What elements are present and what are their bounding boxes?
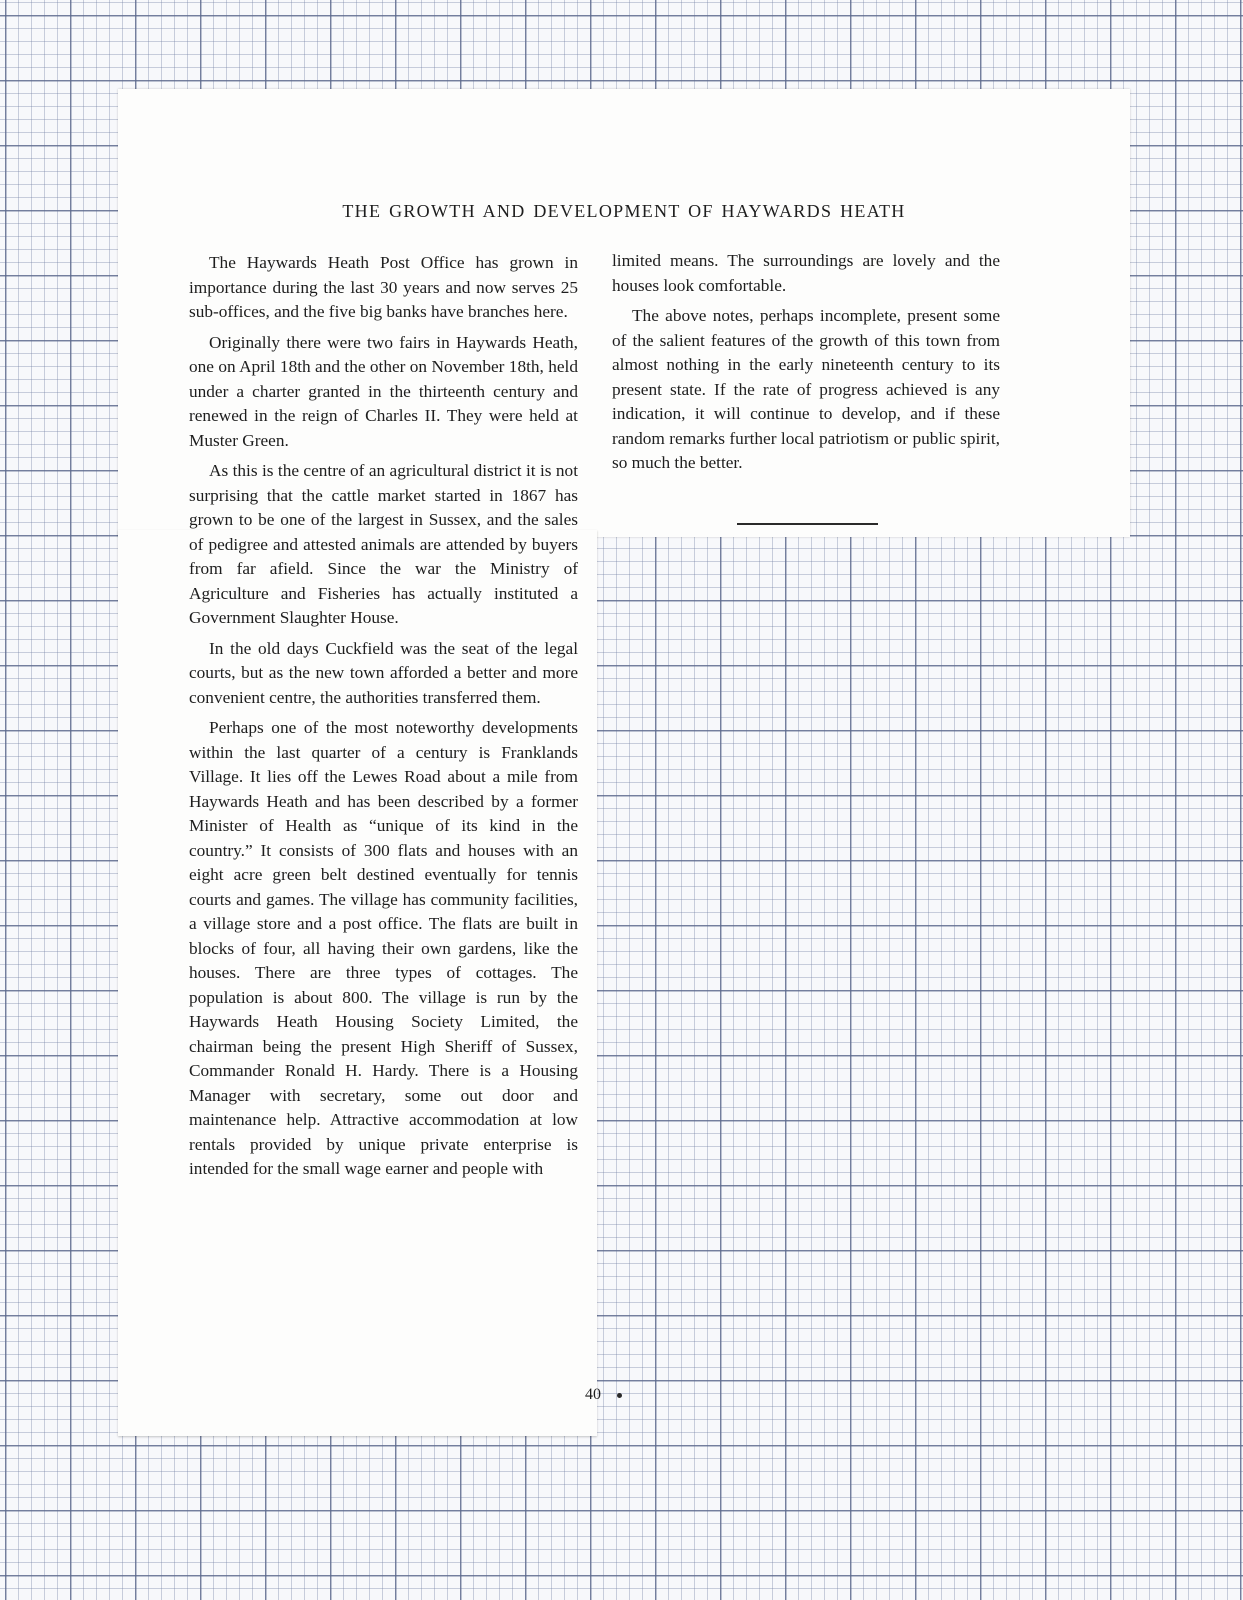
paragraph-conclusion: The above notes, perhaps incomplete, present some of the salient features of the growth of this town from almost nothing in the early nineteenth century to its present state. If the rate of progress achieved is any indication, it will continue to develop, and if these random remarks further local patriotism or public spirit, so much the better. <box>612 306 1000 472</box>
paragraph-post-office: The Haywards Heath Post Office has grown in importance during the last 30 years and now serves 25 sub-offices, and the five big banks have branches here. <box>189 253 578 321</box>
left-column <box>189 251 578 1188</box>
paragraph-fairs: Originally there were two fairs in Haywards Heath, one on April 18th and the other on November 18th, held under a charter granted in the thirteenth century and renewed in the reign of Charles II. They were held at Muster Green. <box>189 332 578 450</box>
paragraph-continuation: limited means. The surroundings are lovely and the houses look comfortable. <box>612 251 1000 295</box>
paragraph-legal-courts: In the old days Cuckfield was the seat of the legal courts, but as the new town afforded a better and more convenient centre, the authorities transferred them. <box>189 638 578 707</box>
page-dot <box>617 1393 622 1398</box>
end-rule <box>737 523 878 525</box>
paragraph-cattle-market: As this is the centre of an agricultural district it is not surprising that the cattle market started in 1867 has grown to be one of the largest in Sussex, and the sales of pedigree and attested animals are attended by buyers from far afield. Since the war the Ministry of Agriculture and Fisheries has actually instituted a Government Slaughter House. <box>189 461 578 627</box>
article-title: THE GROWTH AND DEVELOPMENT OF HAYWARDS HEATH <box>342 201 906 221</box>
paragraph-franklands-village: Perhaps one of the most noteworthy developments within the last quarter of a century is Franklands Village. It lies off the Lewes Road about a mile from Haywards Heath and has been described by a former Minister of Health as “unique of its kind in the country.” It consists of 300 flats and houses with an eight acre green belt destined eventually for tennis courts and games. The village has community facilities, a village store and a post office. The flats are built in blocks of four, all having their own gardens, like the houses. There are three types of cottages. The population is about 800. The village is run by the Haywards Heath Housing Society Limited, the chairman being the present High Sheriff of Sussex, Commander Ronald H. Hardy. There is a Housing Manager with secretary, some out door and maintenance help. Attractive accommodation at low rentals provided by unique private enterprise is intended for the small wage earner and people with <box>189 718 578 1178</box>
page-number: 40 <box>585 1386 601 1403</box>
right-column <box>612 249 1000 482</box>
